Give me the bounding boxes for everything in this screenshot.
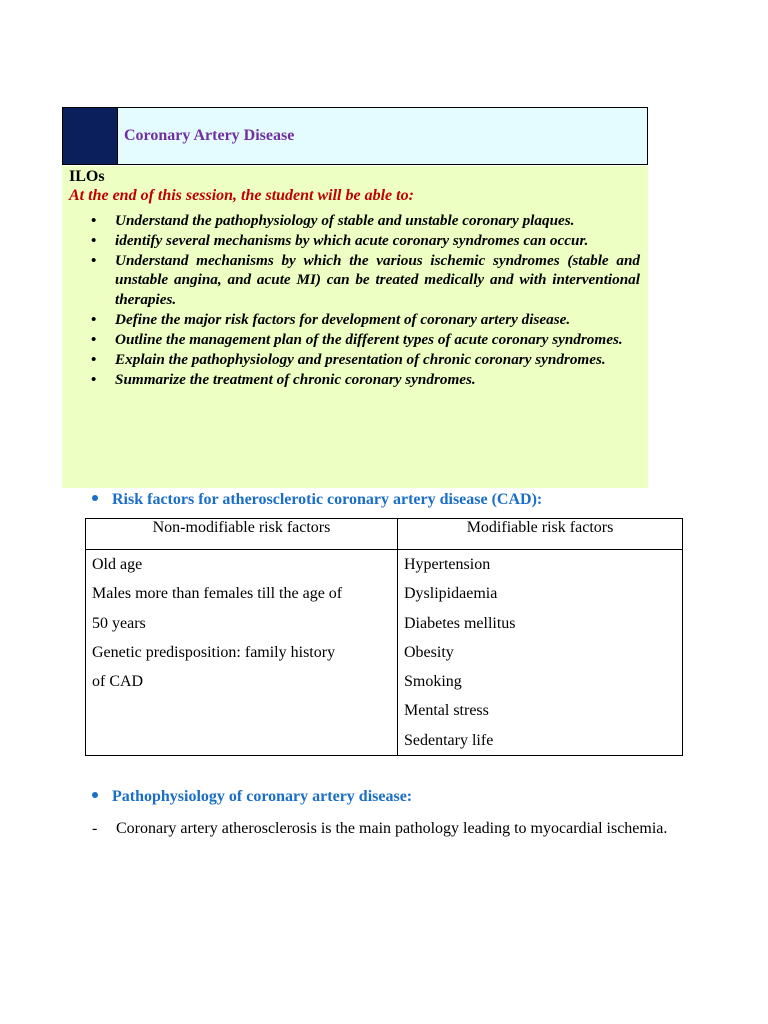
bullet-icon: • <box>91 310 97 328</box>
table-header-row <box>86 519 683 550</box>
list-item: Sedentary life <box>404 731 494 749</box>
list-item: 50 years <box>92 614 146 632</box>
ilo-item: • identify several mechanisms by which acute coronary syndromes can occur. <box>91 232 589 250</box>
list-item: Males more than females till the age of <box>92 585 343 603</box>
list-item: Old age <box>92 556 143 573</box>
table-row <box>86 550 683 756</box>
ilos-intro: At the end of this session, the student will be able to: <box>69 187 414 204</box>
pathophysiology-heading: Pathophysiology of coronary artery disease: <box>92 787 412 807</box>
ilos-list <box>69 211 641 389</box>
list-item: Diabetes mellitus <box>404 614 516 632</box>
list-item: Obesity <box>404 643 454 661</box>
ilo-item: • Explain the pathophysiology and presentation of chronic coronary syndromes. <box>91 351 606 369</box>
risk-factors-heading: Risk factors for atherosclerotic coronary artery disease (CAD): <box>92 490 542 510</box>
ilo-item: • Define the major risk factors for development of coronary artery disease. <box>91 310 571 328</box>
ilos-box <box>62 166 648 488</box>
title-accent-bar <box>63 108 117 164</box>
page-title: Coronary Artery Disease <box>124 127 295 144</box>
list-item: Dyslipidaemia <box>404 585 498 603</box>
bullet-icon: • <box>91 371 97 389</box>
list-item: Genetic predisposition: family history <box>92 643 336 661</box>
paragraph-text: Coronary artery atherosclerosis is the main pathology leading to myocardial ischemia. <box>116 820 668 837</box>
column-header-modifiable: Modifiable risk factors <box>398 519 683 550</box>
column-header-non-modifiable: Non-modifiable risk factors <box>86 519 398 550</box>
list-item: Smoking <box>404 673 462 691</box>
bullet-icon: • <box>91 252 97 270</box>
ilos-heading: ILOs <box>69 168 105 185</box>
bullet-icon <box>92 792 98 798</box>
bullet-icon <box>92 495 98 501</box>
bullet-icon: • <box>91 330 97 348</box>
risk-factors-table <box>85 518 683 756</box>
title-box <box>62 107 648 165</box>
list-item: of CAD <box>92 673 144 691</box>
modifiable-cell <box>398 550 683 756</box>
list-item: Hypertension <box>404 556 491 573</box>
ilo-item: • Summarize the treatment of chronic coronary syndromes. <box>91 371 476 389</box>
list-item: Mental stress <box>404 702 489 720</box>
ilo-item: • Understand the pathophysiology of stable and unstable coronary plaques. <box>91 212 575 229</box>
bullet-icon: • <box>91 232 97 250</box>
non-modifiable-cell <box>86 550 398 756</box>
ilo-item: • Understand mechanisms by which the various ischemic syndromes (stable and unstable angina, and acute MI) can be treated medically and with interventional therapies. <box>91 252 640 308</box>
pathophysiology-paragraph <box>92 814 698 843</box>
dash-marker: - <box>92 820 98 837</box>
title-cell <box>117 108 647 164</box>
bullet-icon: • <box>91 351 97 369</box>
ilo-item: • Outline the management plan of the different types of acute coronary syndromes. <box>91 330 623 348</box>
bullet-icon: • <box>91 212 97 229</box>
